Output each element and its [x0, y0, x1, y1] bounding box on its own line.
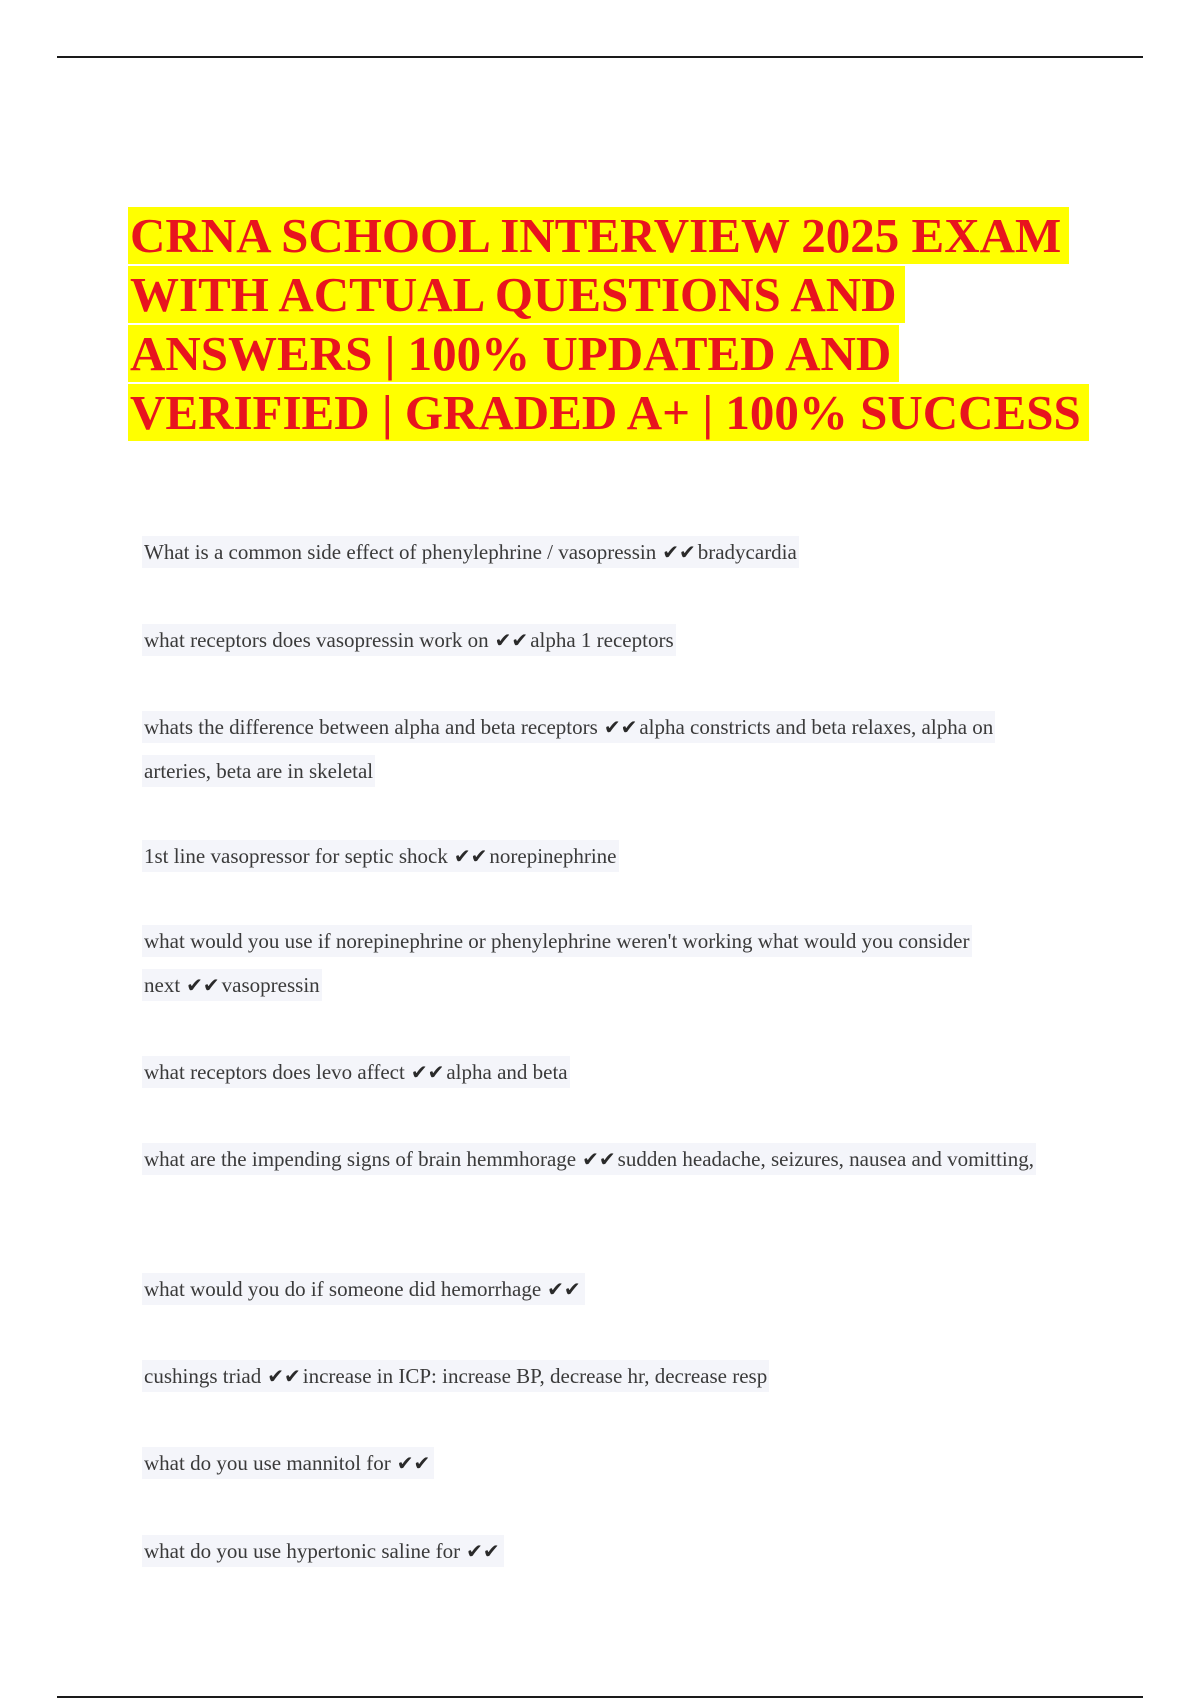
question-text: what are the impending signs of brain hemmhorage — [144, 1147, 577, 1171]
qa-item — [142, 1267, 1042, 1311]
qa-band — [142, 624, 676, 656]
check-mark-icon: ✔✔ — [466, 1539, 500, 1563]
answer-text: alpha 1 receptors — [530, 628, 674, 652]
check-mark-icon: ✔✔ — [186, 973, 220, 997]
qa-item — [142, 1050, 1042, 1094]
qa-band — [142, 1447, 434, 1479]
bottom-rule — [57, 1696, 1143, 1698]
check-mark-icon: ✔✔ — [396, 1451, 431, 1475]
answer-text: increase in ICP: increase BP, decrease hr, decrease resp — [302, 1364, 768, 1388]
check-mark-icon: ✔✔ — [603, 715, 638, 739]
qa-band — [142, 840, 619, 872]
qa-band — [142, 1535, 504, 1567]
top-rule — [57, 56, 1143, 58]
answer-text: vasopressin — [221, 973, 320, 997]
check-mark-icon: ✔✔ — [410, 1060, 445, 1084]
check-mark-icon: ✔✔ — [453, 844, 488, 868]
answer-text: bradycardia — [697, 540, 797, 564]
question-text: what receptors does levo affect — [144, 1060, 405, 1084]
question-text: what do you use mannitol for — [144, 1451, 391, 1475]
qa-band — [142, 925, 972, 1001]
answer-text: alpha and beta — [446, 1060, 568, 1084]
qa-item — [142, 530, 1042, 574]
answer-text: alpha constricts and beta relaxes, alpha on arteries, beta are in skeletal — [144, 715, 994, 783]
check-mark-icon: ✔✔ — [494, 628, 529, 652]
check-mark-icon: ✔✔ — [267, 1364, 301, 1388]
qa-item — [142, 1529, 1042, 1573]
title-highlight: CRNA SCHOOL INTERVIEW 2025 EXAM WITH ACTUAL QUESTIONS AND ANSWERS | 100% UPDATED AND VERIFIED | GRADED A+ | 100% SUCCESS — [128, 207, 1089, 441]
question-text: cushings triad — [144, 1364, 262, 1388]
qa-item — [142, 618, 1042, 662]
question-text: what would you use if norepinephrine or phenylephrine weren't working what would you consider next — [144, 929, 970, 997]
question-text: what do you use hypertonic saline for — [144, 1539, 461, 1563]
check-mark-icon: ✔✔ — [582, 1147, 616, 1171]
check-mark-icon: ✔✔ — [547, 1277, 581, 1301]
qa-band — [142, 1273, 585, 1305]
qa-band — [142, 1360, 769, 1392]
qa-item — [142, 1354, 1042, 1398]
qa-band — [142, 1143, 1036, 1175]
question-text: What is a common side effect of phenylephrine / vasopressin — [144, 540, 657, 564]
qa-item — [142, 705, 1042, 793]
question-text: 1st line vasopressor for septic shock — [144, 844, 448, 868]
qa-item — [142, 834, 1042, 878]
qa-band — [142, 1056, 570, 1088]
qa-band — [142, 536, 799, 568]
document-title — [128, 206, 1128, 442]
answer-text: sudden headache, seizures, nausea and vomitting, — [617, 1147, 1035, 1171]
qa-item — [142, 1441, 1042, 1485]
answer-text: norepinephrine — [489, 844, 617, 868]
check-mark-icon: ✔✔ — [662, 540, 696, 564]
question-text: whats the difference between alpha and beta receptors — [144, 715, 598, 739]
qa-band — [142, 711, 995, 787]
question-text: what would you do if someone did hemorrhage — [144, 1277, 542, 1301]
qa-item — [142, 1137, 1042, 1181]
qa-item — [142, 919, 1042, 1007]
question-text: what receptors does vasopressin work on — [144, 628, 489, 652]
